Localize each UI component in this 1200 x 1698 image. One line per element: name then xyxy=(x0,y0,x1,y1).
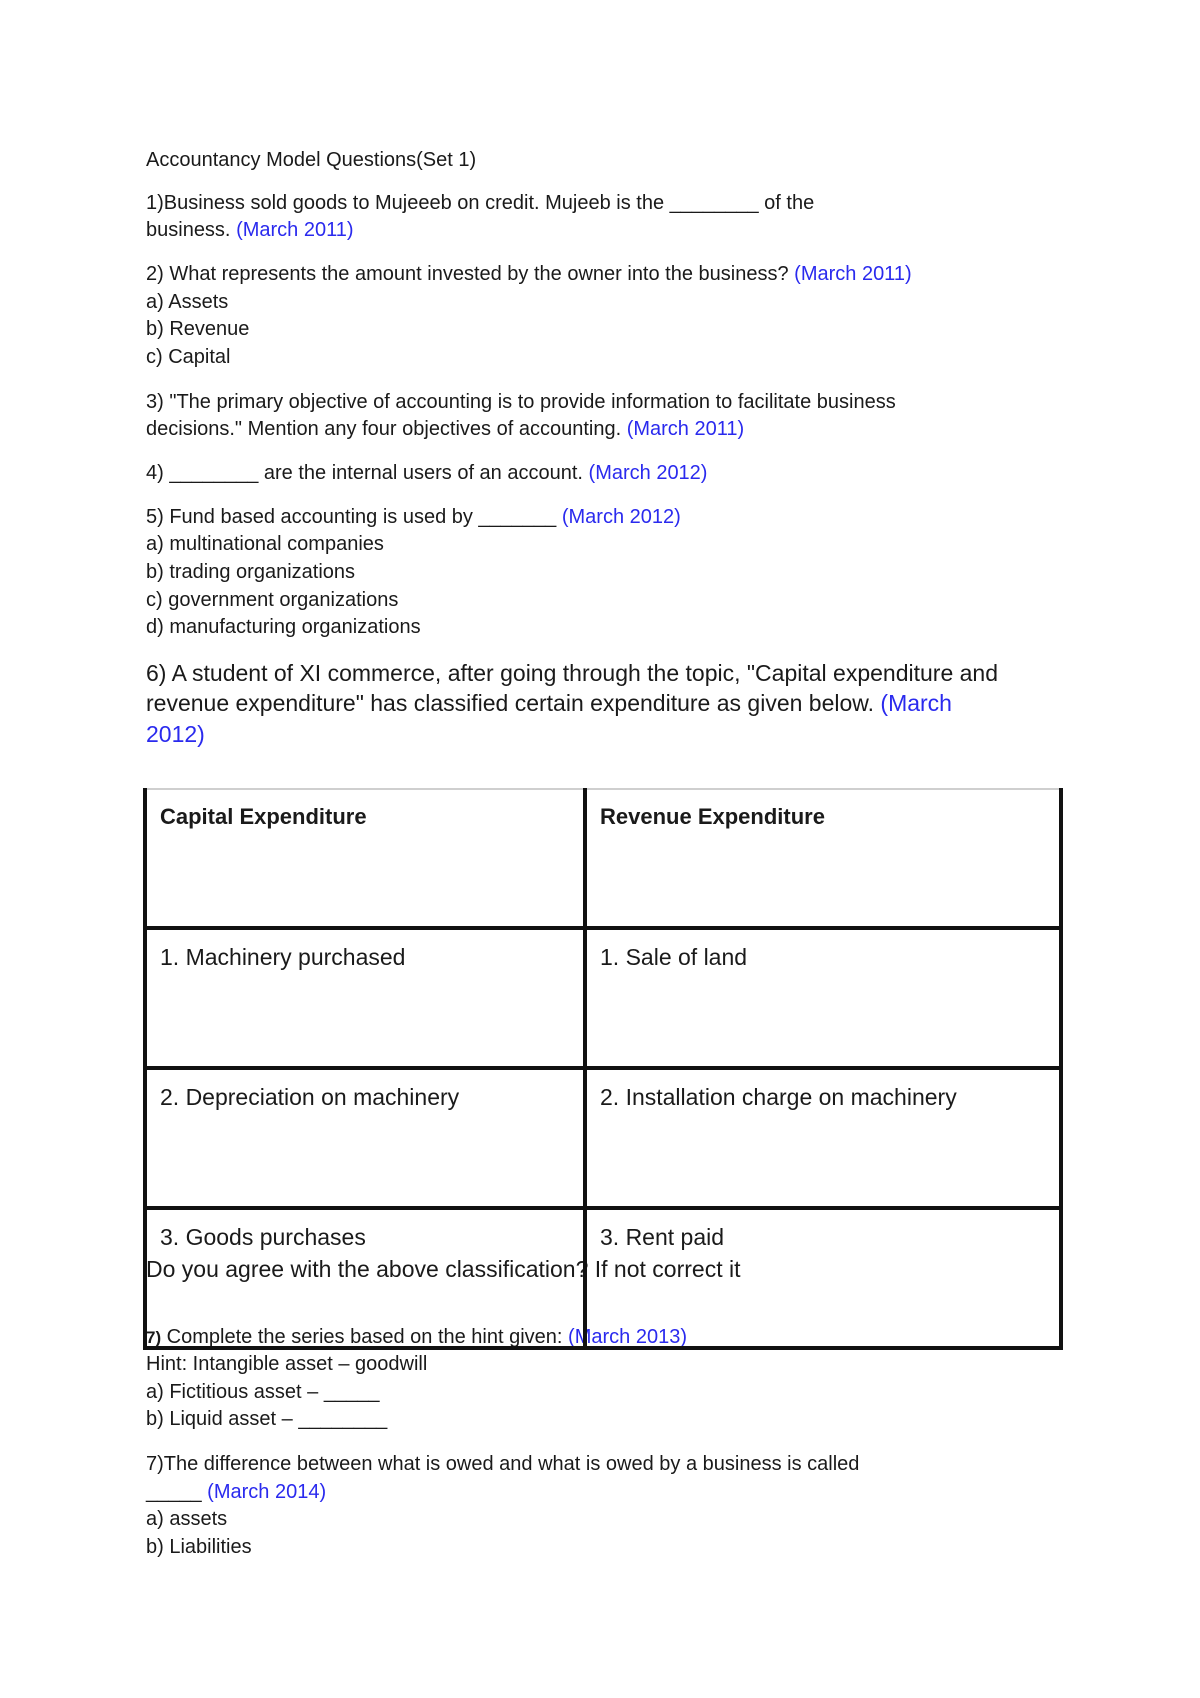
expenditure-table xyxy=(143,788,1063,1350)
question-2-text: ) What represents the amount invested by the owner into the business? xyxy=(157,263,795,285)
question-6-line-3 xyxy=(146,719,205,749)
question-1-text: business. xyxy=(146,219,237,241)
question-5-option-a: a) multinational companies xyxy=(146,533,384,555)
question-2-option-b: b) Revenue xyxy=(146,318,250,340)
question-1-line-2 xyxy=(146,217,354,243)
question-6-reference-part-1: (March xyxy=(880,690,952,716)
page-title: Accountancy Model Questions(Set 1) xyxy=(146,149,477,171)
question-7a-option-a: a) Fictitious asset – _____ xyxy=(146,1381,380,1403)
question-7a-option-b: b) Liquid asset – ________ xyxy=(146,1408,388,1430)
question-7a-reference: (March 2013) xyxy=(568,1326,687,1348)
question-7a-text: Complete the series based on the hint given: xyxy=(161,1326,569,1348)
question-7a-hint: Hint: Intangible asset – goodwill xyxy=(146,1353,428,1375)
table-cell-revenue: 1. Sale of land xyxy=(585,928,1061,1068)
table-row xyxy=(145,928,1061,1068)
question-3-reference: (March 2011) xyxy=(626,418,745,440)
header-capital-expenditure: Capital Expenditure xyxy=(145,789,585,928)
after-table-question: Do you agree with the above classification? If not correct it xyxy=(146,1256,741,1282)
question-2 xyxy=(146,261,912,287)
table-cell-revenue: 2. Installation charge on machinery xyxy=(585,1068,1061,1208)
question-4-reference: (March 2012) xyxy=(588,462,708,484)
question-7a-number: 7) xyxy=(146,1328,162,1347)
question-7b-reference: (March 2014) xyxy=(207,1481,327,1503)
question-2-reference: (March 2011) xyxy=(794,263,912,285)
question-7b-line-2 xyxy=(146,1479,326,1505)
question-5 xyxy=(146,504,681,530)
question-2-option-a: a) Assets xyxy=(146,291,229,313)
question-2-option-c: c) Capital xyxy=(146,346,231,368)
question-5-option-b: b) trading organizations xyxy=(146,561,356,583)
question-7b-text: _____ xyxy=(146,1481,208,1503)
table-row xyxy=(145,1068,1061,1208)
question-4-text: ) ________ are the internal users of an account. xyxy=(157,462,589,484)
question-1-line-1: 1)Business sold goods to Mujeeeb on credit. Mujeeb is the ________ of the xyxy=(146,192,815,214)
question-3-line-1: 3) "The primary objective of accounting is to provide information to facilitate business xyxy=(146,391,896,413)
table-cell-capital: 1. Machinery purchased xyxy=(145,928,585,1068)
header-revenue-expenditure: Revenue Expenditure xyxy=(585,789,1061,928)
question-7b-option-b: b) Liabilities xyxy=(146,1536,252,1558)
question-5-option-d: d) manufacturing organizations xyxy=(146,616,421,638)
question-6-reference-part-2: 2012) xyxy=(146,721,205,747)
question-3-text: decisions." Mention any four objectives of accounting. xyxy=(146,418,627,440)
question-5-text: 5) Fund based accounting is used by _______ xyxy=(146,506,562,528)
question-1-reference: (March 2011) xyxy=(236,219,354,241)
question-3-line-2 xyxy=(146,416,744,442)
question-5-reference: (March 2012) xyxy=(561,506,681,528)
question-6-line-1: 6) A student of XI commerce, after going through the topic, "Capital expenditure and xyxy=(146,660,999,686)
question-5-option-c: c) government organizations xyxy=(146,589,399,611)
table-cell-revenue: 3. Rent paid xyxy=(585,1208,1061,1348)
table-cell-capital: 3. Goods purchases xyxy=(145,1208,585,1348)
question-6-text: revenue expenditure" has classified certain expenditure as given below. xyxy=(146,690,881,716)
question-6-line-2 xyxy=(146,688,952,718)
question-4-number: 4 xyxy=(146,462,158,484)
question-7b-line-1: 7)The difference between what is owed and what is owed by a business is called xyxy=(146,1453,860,1475)
question-7b-option-a: a) assets xyxy=(146,1508,228,1530)
table-header-row xyxy=(145,789,1061,928)
table-cell-capital: 2. Depreciation on machinery xyxy=(145,1068,585,1208)
question-4 xyxy=(146,460,707,486)
table-row xyxy=(145,1208,1061,1348)
question-2-number: 2 xyxy=(146,263,158,285)
